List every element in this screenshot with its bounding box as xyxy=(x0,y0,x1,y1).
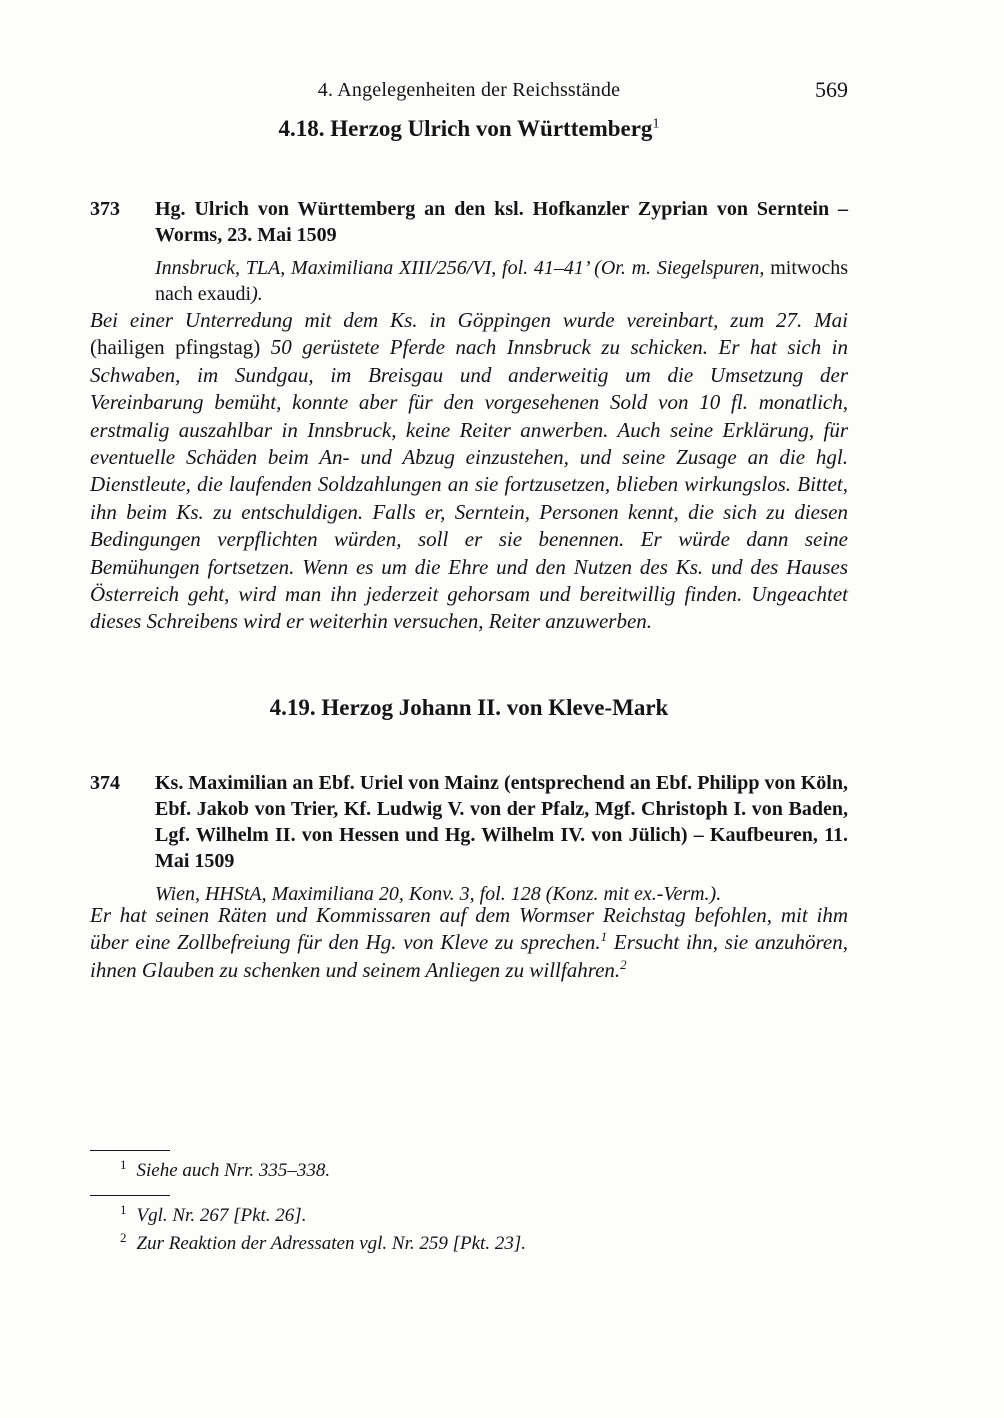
section-heading-4-18-text: 4.18. Herzog Ulrich von Württemberg xyxy=(278,116,653,141)
summary-text: Bei einer Unterredung mit dem Ks. in Göppingen wurde vereinbart, zum 27. Mai xyxy=(90,308,848,332)
source-closing: ). xyxy=(251,283,263,305)
entry-source xyxy=(155,255,848,307)
entry-title: Ks. Maximilian an Ebf. Uriel von Mainz (entsprechend an Ebf. Philipp von Köln, Ebf. Jakob von Trier, Kf. Ludwig V. von der Pfalz, Mgf. Christoph I. von Baden, Lgf. Wilhelm II. von Hessen und Hg. Wilhelm IV. von Jülich) – Kaufbeuren, 11. Mai 1509 xyxy=(155,772,848,872)
section-heading-4-18 xyxy=(90,114,848,144)
footnote-marker: 1 xyxy=(120,1201,127,1217)
footnote-ref-marker: 1 xyxy=(600,929,608,945)
entry-number: 373 xyxy=(90,198,120,220)
footnote xyxy=(90,1230,848,1258)
footnote xyxy=(90,1157,848,1185)
entry-body xyxy=(155,770,848,907)
running-header xyxy=(90,79,848,107)
entry-number: 374 xyxy=(90,772,120,794)
footnote-text: Siehe auch Nrr. 335–338. xyxy=(136,1160,331,1181)
page-number: 569 xyxy=(815,77,848,102)
section-heading-4-19 xyxy=(90,693,848,723)
footnote xyxy=(90,1202,848,1230)
summary-text: Er hat seinen Räten und Kommissaren auf dem Wormser Reichstag befohlen, mit ihm über eine Zollbefreiung für den Hg. von Kleve zu sprechen. xyxy=(90,903,848,955)
summary-roman-gloss: (hailigen pfingstag) xyxy=(90,335,261,360)
footnote-separator-rule xyxy=(90,1195,170,1196)
entry-374-summary xyxy=(90,902,848,984)
source-archive-reference: Wien, HHStA, Maximiliana 20, Konv. 3, fol. 128 (Konz. mit ex.-Verm.). xyxy=(155,883,722,905)
section-heading-4-19-text: 4.19. Herzog Johann II. von Kleve-Mark xyxy=(269,695,669,720)
footnote-marker: 2 xyxy=(120,1229,127,1245)
footnotes-block-entry-374 xyxy=(90,1195,848,1258)
source-archive-reference: Innsbruck, TLA, Maximiliana XIII/256/VI, fol. 41–41’ (Or. m. Siegelspuren, xyxy=(155,257,771,279)
entry-373 xyxy=(90,196,848,307)
footnote-text: Vgl. Nr. 267 [Pkt. 26]. xyxy=(136,1205,307,1226)
entry-374 xyxy=(90,770,848,907)
footnote-text: Zur Reaktion der Adressaten vgl. Nr. 259 [Pkt. 23]. xyxy=(136,1233,526,1254)
source-date-gloss: mitwochs nach exaudi xyxy=(155,257,848,305)
footnotes-block-section-418 xyxy=(90,1150,848,1185)
summary-text: Ersucht ihn, sie anzuhören, ihnen Glauben zu schenken und seinem Anliegen zu willfahren. xyxy=(90,930,848,982)
footnote-separator-rule xyxy=(90,1150,170,1151)
footnote-ref-marker: 1 xyxy=(652,116,660,132)
footnote-ref-marker: 2 xyxy=(620,956,627,972)
footnote-marker: 1 xyxy=(120,1156,127,1172)
running-header-title: 4. Angelegenheiten der Reichsstände xyxy=(317,79,621,101)
entry-373-summary xyxy=(90,307,848,636)
summary-text: 50 gerüstete Pferde nach Innsbruck zu schicken. Er hat sich in Schwaben, im Sundgau, im Breisgau und anderweitig um die Umsetzung der Vereinbarung bemüht, konnte aber für den vorgesehenen Sold von 10 fl. monatlich, erstmalig auszahlbar in Innsbruck, keine Reiter anwerben. Auch seine Erklärung, für eventuelle Schäden beim An- und Abzug einzustehen, und seine Zusage an die hgl. Dienstleute, die laufenden Soldzahlungen an sie fortzusetzen, blieben wirkungslos. Bittet, ihn beim Ks. zu entschuldigen. Falls er, Serntein, Personen kennt, die sich zu diesen Bedingungen verpflichten würden, soll er sie benennen. Er würde dann seine Bemühungen fortsetzen. Wenn es um die Ehre und den Nutzen des Ks. und des Hauses Österreich geht, wird man ihn jederzeit gehorsam und bereitwillig finden. Ungeachtet dieses Schreibens wird er weiterhin versuchen, Reiter anzuwerben. xyxy=(90,335,848,634)
entry-title: Hg. Ulrich von Württemberg an den ksl. Hofkanzler Zyprian von Serntein – Worms, 23. Mai 1509 xyxy=(155,198,848,246)
entry-body xyxy=(155,196,848,307)
